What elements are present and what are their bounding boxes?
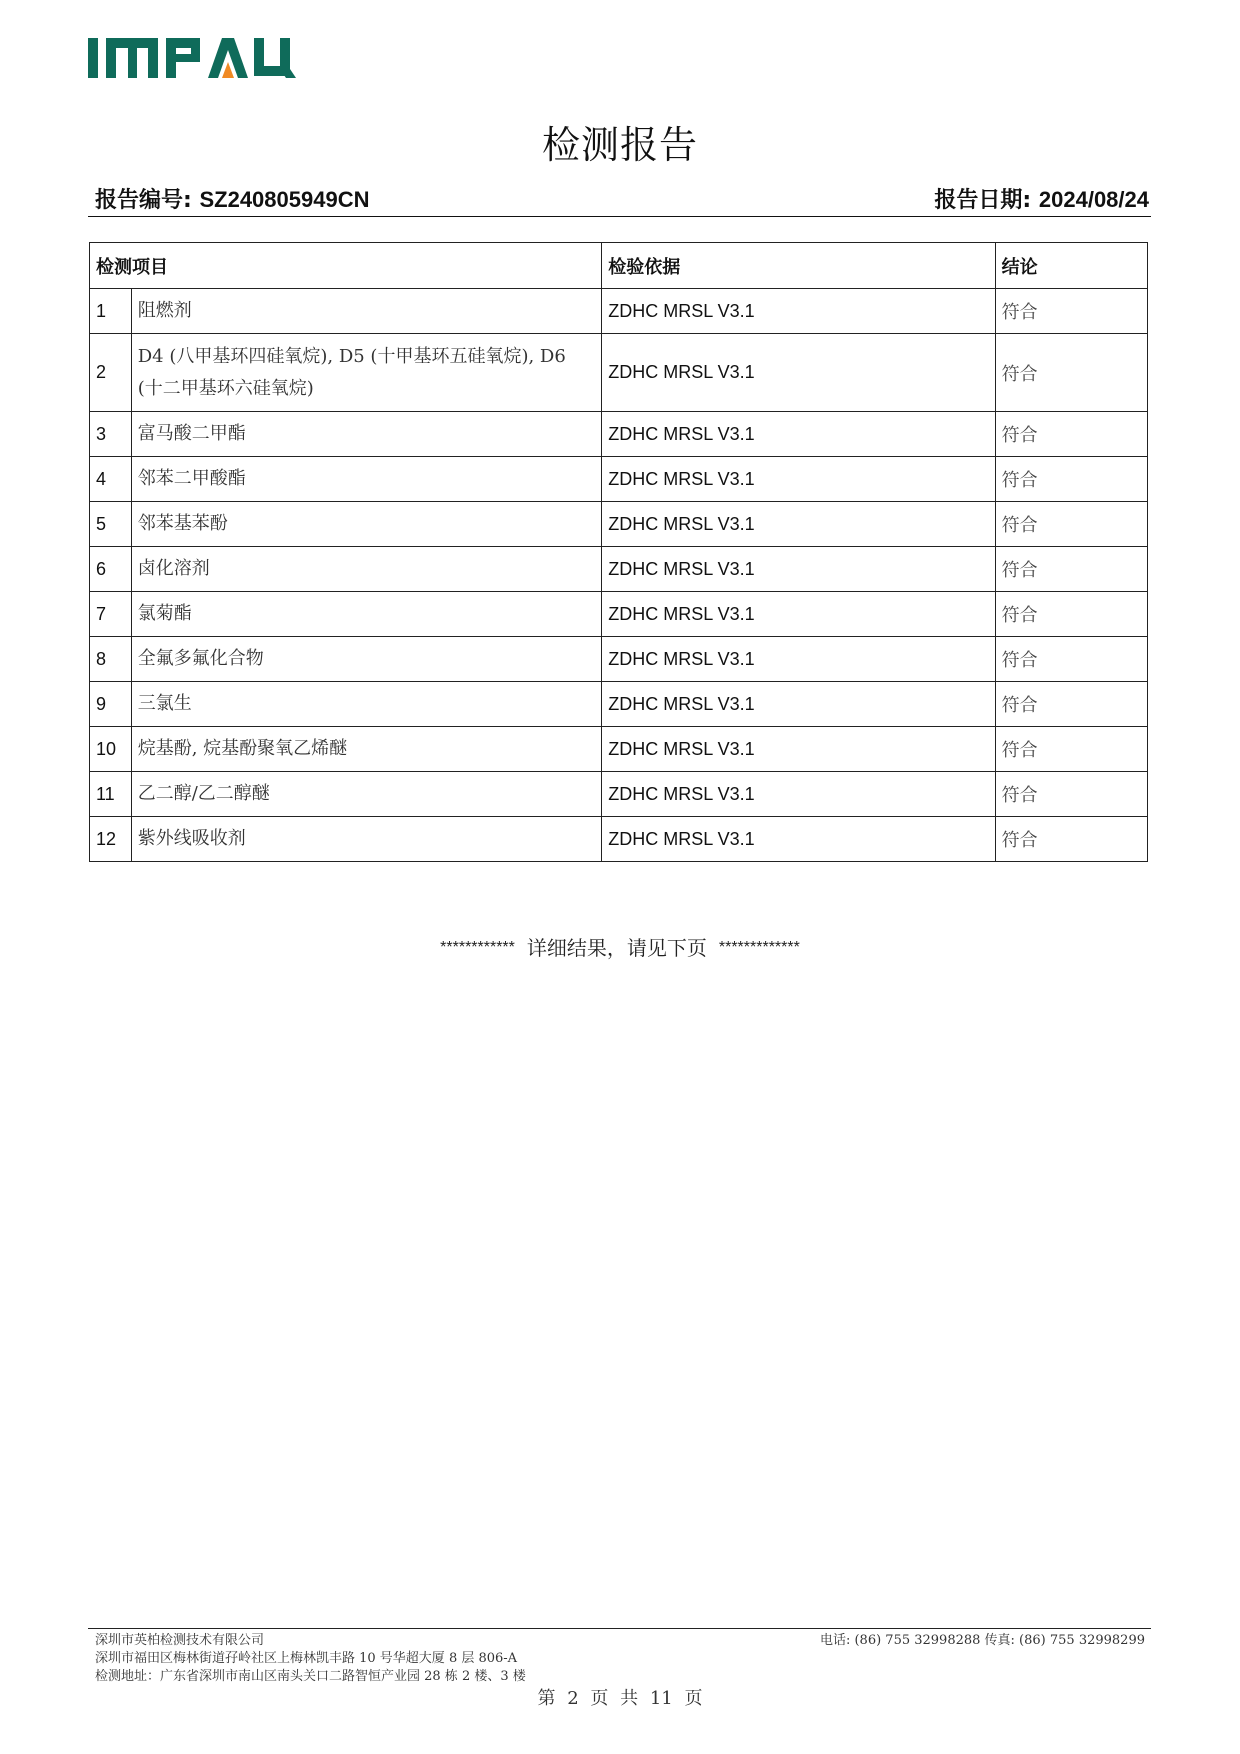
row-item: 邻苯基苯酚: [131, 502, 602, 547]
row-item: 氯菊酯: [131, 592, 602, 637]
row-item: 阻燃剂: [131, 289, 602, 334]
footer-company-name: 深圳市英柏检测技术有限公司: [95, 1633, 265, 1648]
row-result: 符合: [995, 289, 1147, 334]
row-result: 符合: [995, 334, 1147, 412]
see-next-page-notice: [0, 932, 1240, 961]
row-number: 1: [90, 289, 132, 334]
row-result: 符合: [995, 682, 1147, 727]
table-row: [90, 289, 1148, 334]
table-row: [90, 817, 1148, 862]
table-header-row: [90, 243, 1148, 289]
row-item: 烷基酚, 烷基酚聚氧乙烯醚: [131, 727, 602, 772]
footer-divider: [88, 1628, 1151, 1629]
row-basis: ZDHC MRSL V3.1: [602, 289, 995, 334]
table-row: [90, 502, 1148, 547]
row-item: 紫外线吸收剂: [131, 817, 602, 862]
row-number: 12: [90, 817, 132, 862]
report-date-value: 2024/08/24: [1038, 187, 1149, 212]
row-result: 符合: [995, 502, 1147, 547]
row-result: 符合: [995, 412, 1147, 457]
row-basis: ZDHC MRSL V3.1: [602, 637, 995, 682]
row-item: 富马酸二甲酯: [131, 412, 602, 457]
footer-contact: 电话: (86) 755 32998288 传真: (86) 755 32998299: [819, 1633, 1145, 1648]
row-result: 符合: [995, 457, 1147, 502]
row-result: 符合: [995, 727, 1147, 772]
table-row: [90, 637, 1148, 682]
row-item: 卤化溶剂: [131, 547, 602, 592]
table-row: [90, 334, 1148, 412]
table-row: [90, 547, 1148, 592]
row-basis: ZDHC MRSL V3.1: [602, 727, 995, 772]
header-item: 检测项目: [90, 243, 602, 289]
row-number: 10: [90, 727, 132, 772]
row-result: 符合: [995, 817, 1147, 862]
table-row: [90, 772, 1148, 817]
row-basis: ZDHC MRSL V3.1: [602, 412, 995, 457]
row-item: 乙二醇/乙二醇醚: [131, 772, 602, 817]
row-item: 三氯生: [131, 682, 602, 727]
row-item: D4 (八甲基环四硅氧烷), D5 (十甲基环五硅氧烷), D6 (十二甲基环六硅氧烷): [131, 334, 602, 412]
row-basis: ZDHC MRSL V3.1: [602, 502, 995, 547]
row-number: 11: [90, 772, 132, 817]
table-row: [90, 412, 1148, 457]
header-result: 结论: [995, 243, 1147, 289]
page-title: 检测报告: [541, 123, 698, 167]
row-result: 符合: [995, 772, 1147, 817]
row-basis: ZDHC MRSL V3.1: [602, 817, 995, 862]
stars-left: ************: [440, 939, 515, 956]
page-number: 第 2 页 共 11 页: [537, 1688, 703, 1709]
row-item: 全氟多氟化合物: [131, 637, 602, 682]
row-item: 邻苯二甲酸酯: [131, 457, 602, 502]
row-result: 符合: [995, 547, 1147, 592]
row-number: 6: [90, 547, 132, 592]
row-basis: ZDHC MRSL V3.1: [602, 592, 995, 637]
results-table: [89, 242, 1148, 862]
report-date: [934, 183, 1151, 216]
stars-right: *************: [718, 939, 800, 956]
row-number: 5: [90, 502, 132, 547]
report-number-value: SZ240805949CN: [199, 187, 370, 212]
row-basis: ZDHC MRSL V3.1: [602, 682, 995, 727]
row-basis: ZDHC MRSL V3.1: [602, 547, 995, 592]
footer-company-info: [95, 1632, 526, 1686]
impaq-logo-icon: [88, 36, 298, 80]
row-result: 符合: [995, 637, 1147, 682]
row-number: 4: [90, 457, 132, 502]
table-row: [90, 727, 1148, 772]
see-next-message: 详细结果，请见下页: [526, 936, 707, 960]
footer-address: 深圳市福田区梅林街道孖岭社区上梅林凯丰路 10 号华超大厦 8 层 806-A: [95, 1651, 518, 1666]
table-row: [90, 457, 1148, 502]
table-row: [90, 682, 1148, 727]
row-result: 符合: [995, 592, 1147, 637]
row-number: 2: [90, 334, 132, 412]
row-number: 8: [90, 637, 132, 682]
header-basis: 检验依据: [602, 243, 995, 289]
company-logo: [88, 36, 298, 80]
report-number-label: 报告编号:: [95, 188, 200, 213]
report-date-label: 报告日期:: [934, 188, 1039, 213]
row-number: 9: [90, 682, 132, 727]
row-basis: ZDHC MRSL V3.1: [602, 334, 995, 412]
report-meta: [88, 186, 1151, 217]
row-basis: ZDHC MRSL V3.1: [602, 772, 995, 817]
row-basis: ZDHC MRSL V3.1: [602, 457, 995, 502]
footer-lab-address: 检测地址：广东省深圳市南山区南头关口二路智恒产业园 28 栋 2 楼、3 楼: [95, 1669, 526, 1684]
report-number: [88, 183, 369, 216]
row-number: 7: [90, 592, 132, 637]
table-row: [90, 592, 1148, 637]
row-number: 3: [90, 412, 132, 457]
